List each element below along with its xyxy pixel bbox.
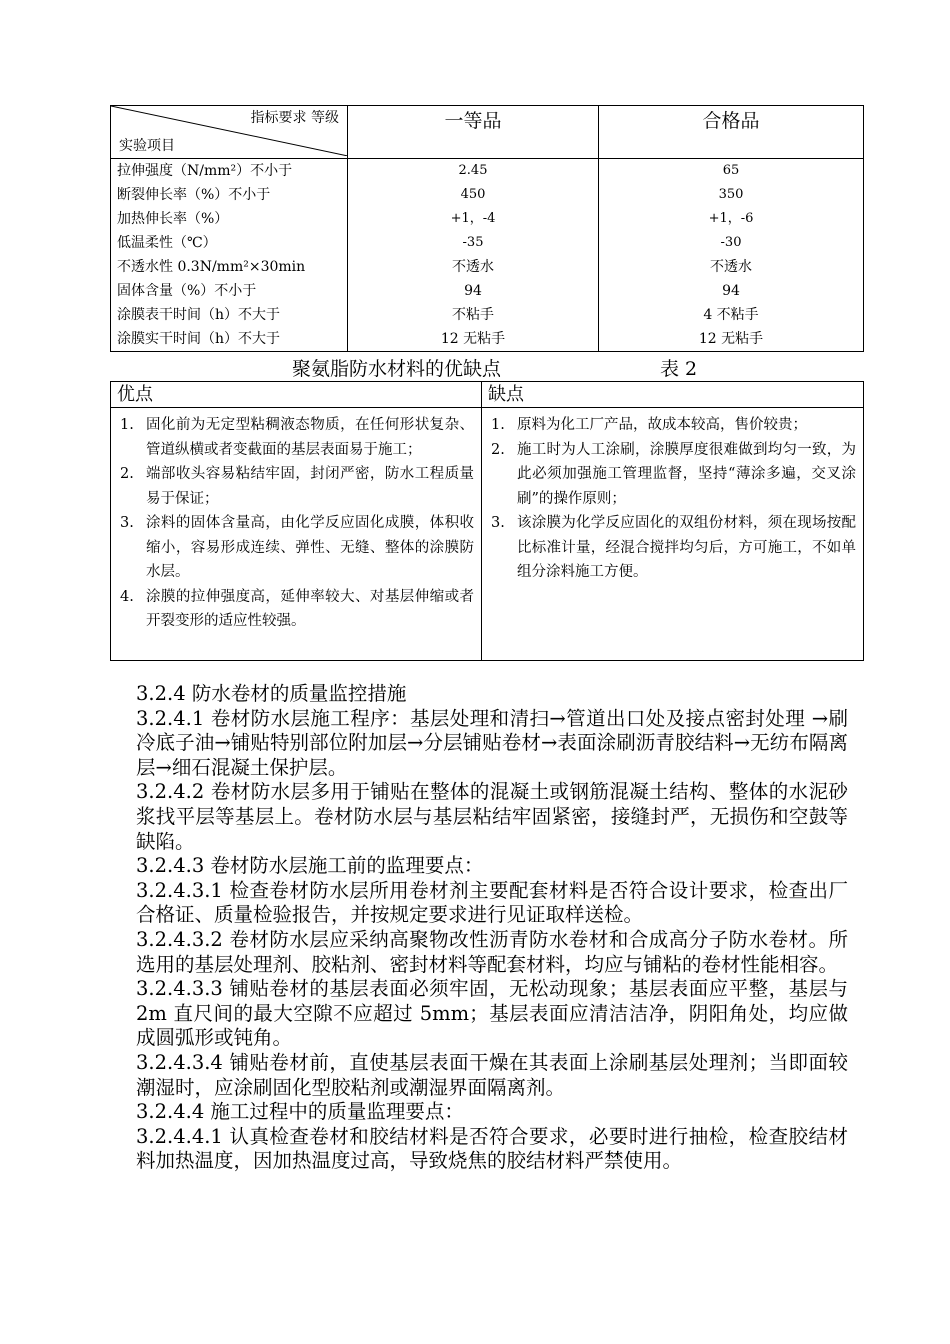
caption-title: 聚氨脂防水材料的优缺点 (292, 358, 502, 380)
table-row (111, 303, 864, 327)
table-row (111, 279, 864, 303)
row-item: 拉伸强度（N/mm²）不小于 (111, 159, 348, 184)
row-first-grade-value: -35 (348, 231, 599, 255)
list-item: 1. 固化前为无定型粘稠液态物质，在任何形状复杂、管道纵横或者变截面的基层表面易于施工； (120, 417, 474, 458)
paragraph: 3.2.4.1 卷材防水层施工程序：基层处理和清扫→管道出口处及接点密封处理 →刷冷底子油→铺贴特别部位附加层→分层铺贴卷材→表面涂刷沥青胶结料→无纺布隔离层→细石混凝土保护层。 (136, 706, 848, 779)
paragraph: 3.2.4.3.3 铺贴卷材的基层表面必须牢固，无松动现象；基层表面应平整，基层与 2m 直尺间的最大空隙不应超过 5mm；基层表面应清洁洁净，阴阳角处，均应做成圆弧形或钝角。 (136, 977, 848, 1050)
pros-header: 优点 (111, 382, 482, 408)
row-first-grade-value: +1，-4 (348, 207, 599, 231)
list-item: 3. 涂料的固体含量高，由化学反应固化成膜，体积收缩小，容易形成连续、弹性、无缝、整体的涂膜防水层。 (120, 515, 474, 580)
row-item: 低温柔性（℃） (111, 231, 348, 255)
table-row (111, 159, 864, 184)
table-row (111, 183, 864, 207)
pros-cons-body-row (111, 408, 864, 661)
section-heading: 3.2.4.4 施工过程中的质量监理要点： (136, 1100, 464, 1124)
row-qualified-value: 不透水 (599, 255, 864, 279)
list-item: 3. 该涂膜为化学反应固化的双组份材料，须在现场按配比标准计量，经混合搅拌均匀后，方可施工，不如单组分涂料施工方便。 (491, 515, 856, 580)
row-qualified-value: 65 (599, 159, 864, 184)
table-caption (110, 356, 863, 382)
list-item: 4. 涂膜的拉伸强度高，延伸率较大、对基层伸缩或者开裂变形的适应性较强。 (120, 588, 474, 629)
table-header-row (111, 106, 864, 159)
list-item: 2. 施工时为人工涂刷，涂膜厚度很难做到均匀一致，为此必须加强施工管理监督，坚持“薄涂多遍，交叉涂刷”的操作原则； (491, 441, 856, 507)
pros-list (112, 413, 480, 634)
list-item: 1. 原料为化工厂产品，故成本较高，售价较贵； (491, 417, 807, 433)
paragraph: 3.2.4.3.4 铺贴卷材前，直使基层表面干燥在其表面上涂刷基层处理剂；当即面较潮湿时，应涂刷固化型胶粘剂或潮湿界面隔离剂。 (136, 1050, 848, 1099)
header-item-label: 实验项目 (119, 138, 175, 154)
table-row (111, 207, 864, 231)
paragraph: 3.2.4.4.1 认真检查卷材和胶结材料是否符合要求，必要时进行抽检，检查胶结材料加热温度，因加热温度过高，导致烧焦的胶结材料严禁使用。 (136, 1124, 848, 1173)
table-row (111, 231, 864, 255)
row-item: 涂膜表干时间（h）不大于 (111, 303, 348, 327)
cons-list (483, 413, 862, 585)
pros-cons-header-row (111, 382, 864, 408)
cons-cell (482, 408, 864, 661)
body-text (136, 682, 848, 1174)
row-first-grade-value: 不透水 (348, 255, 599, 279)
row-qualified-value: -30 (599, 231, 864, 255)
row-item: 不透水性 0.3N/mm²×30min (111, 255, 348, 279)
table-row (111, 327, 864, 352)
paragraph: 3.2.4.3.2 卷材防水层应采纳高聚物改性沥青防水卷材和合成高分子防水卷材。所选用的基层处理剂、胶粘剂、密封材料等配套材料，均应与铺粘的卷材性能相容。 (136, 927, 848, 976)
header-qualified-grade: 合格品 (599, 106, 864, 159)
section-heading: 3.2.4.3 卷材防水层施工前的监理要点： (136, 854, 484, 878)
header-first-grade: 一等品 (348, 106, 599, 159)
caption-number: 表 2 (660, 358, 698, 380)
row-first-grade-value: 94 (348, 279, 599, 303)
row-qualified-value: 4 不粘手 (599, 303, 864, 327)
row-item: 固体含量（%）不小于 (111, 279, 348, 303)
header-grade-label: 指标要求 等级 (250, 110, 339, 126)
row-first-grade-value: 不粘手 (348, 303, 599, 327)
row-qualified-value: +1，-6 (599, 207, 864, 231)
row-item: 加热伸长率（%） (111, 207, 348, 231)
diagonal-header-cell (111, 106, 348, 159)
list-item: 2. 端部收头容易粘结牢固，封闭严密，防水工程质量易于保证； (120, 466, 474, 507)
paragraph: 3.2.4.3.1 检查卷材防水层所用卷材剂主要配套材料是否符合设计要求，检查出厂合格证、质量检验报告，并按规定要求进行见证取样送检。 (136, 878, 848, 927)
row-item: 断裂伸长率（%）不小于 (111, 183, 348, 207)
table-row (111, 255, 864, 279)
row-first-grade-value: 12 无粘手 (348, 327, 599, 352)
section-heading: 3.2.4 防水卷材的质量监控措施 (136, 682, 407, 705)
row-qualified-value: 94 (599, 279, 864, 303)
row-qualified-value: 12 无粘手 (599, 327, 864, 352)
paragraph: 3.2.4.2 卷材防水层多用于铺贴在整体的混凝土或钢筋混凝土结构、整体的水泥砂浆找平层等基层上。卷材防水层与基层粘结牢固紧密，接缝封严，无损伤和空鼓等缺陷。 (136, 780, 848, 853)
row-first-grade-value: 2.45 (348, 159, 599, 184)
row-qualified-value: 350 (599, 183, 864, 207)
row-item: 涂膜实干时间（h）不大于 (111, 327, 348, 352)
pros-cell (111, 408, 482, 661)
row-first-grade-value: 450 (348, 183, 599, 207)
cons-header: 缺点 (482, 382, 864, 408)
properties-table (110, 105, 864, 352)
pros-cons-table (110, 381, 864, 661)
